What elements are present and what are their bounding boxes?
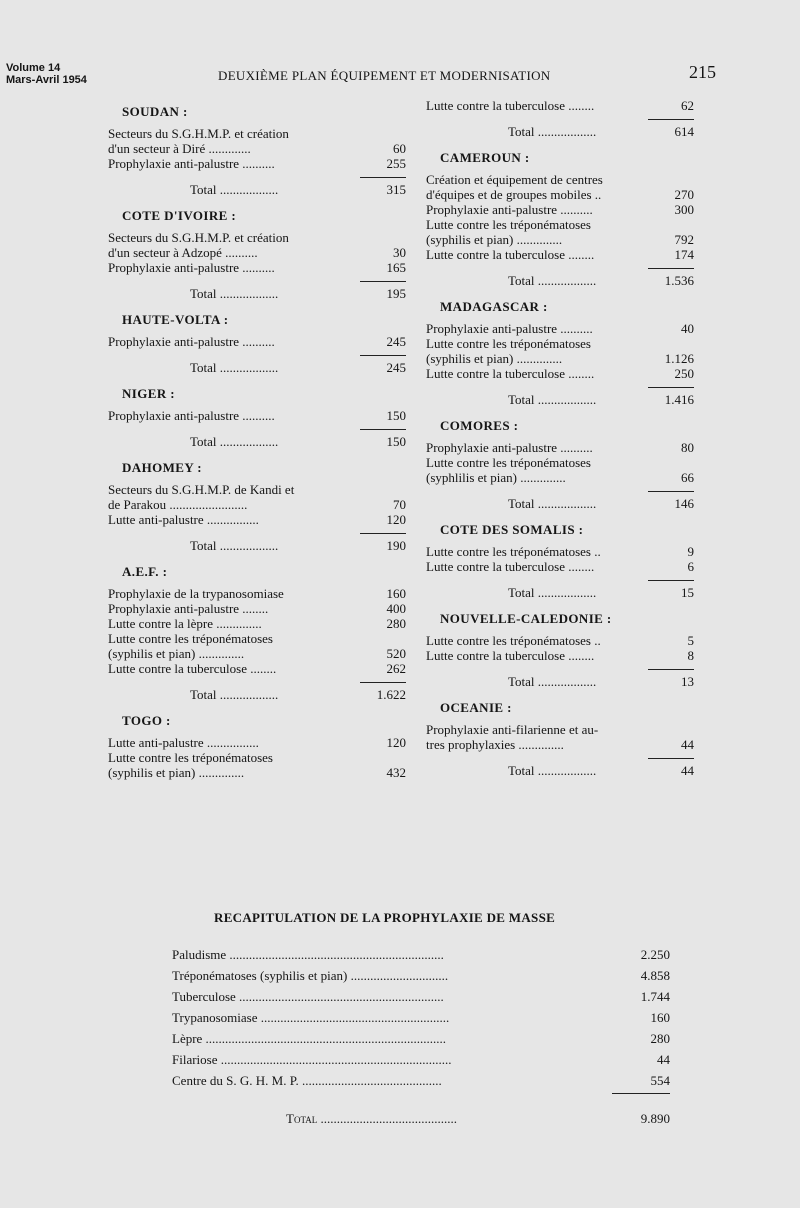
row-label: Prophylaxie anti-palustre .......... — [108, 408, 275, 423]
page-title: DEUXIÈME PLAN ÉQUIPEMENT ET MODERNISATION — [218, 68, 551, 83]
section-heading: MADAGASCAR : — [440, 299, 548, 314]
total-label: Total .................. — [190, 360, 279, 375]
row-label: Prophylaxie de la trypanosomiase — [108, 586, 284, 601]
page-number: 215 — [689, 62, 716, 82]
section-heading: COMORES : — [440, 418, 519, 433]
budget-row — [108, 586, 406, 601]
budget-row — [426, 455, 694, 485]
row-value: 245 — [386, 334, 406, 349]
recap-total-rule — [612, 1093, 670, 1094]
section-heading: TOGO : — [122, 713, 171, 728]
row-label: Lutte anti-palustre ................ — [108, 512, 259, 527]
budget-row — [426, 559, 694, 574]
total-row — [426, 585, 694, 601]
budget-row — [426, 217, 694, 247]
budget-section — [108, 460, 406, 554]
row-value: 280 — [386, 616, 406, 631]
row-label: Prophylaxie anti-palustre .......... — [426, 321, 593, 336]
recap-label: Lèpre .......................................................................... — [172, 1031, 447, 1046]
row-value: 60 — [393, 141, 406, 156]
right-column — [426, 98, 694, 789]
row-label: Lutte contre les tréponématoses .. — [426, 633, 601, 648]
row-label: Prophylaxie anti-palustre .......... — [108, 260, 275, 275]
total-row — [108, 538, 406, 554]
total-row — [108, 360, 406, 376]
row-value: 250 — [674, 366, 694, 381]
row-value: 255 — [386, 156, 406, 171]
row-label: Prophylaxie anti-palustre ........ — [108, 601, 269, 616]
row-label: Prophylaxie anti-palustre .......... — [108, 156, 275, 171]
total-value: 15 — [681, 585, 694, 600]
total-row — [108, 434, 406, 450]
row-value: 270 — [674, 187, 694, 202]
budget-row — [426, 98, 694, 113]
total-label: Total .................. — [508, 273, 597, 288]
total-label: Total .................. — [508, 674, 597, 689]
budget-row — [426, 172, 694, 202]
row-label: Lutte contre la tuberculose ........ — [426, 98, 595, 113]
row-label: Lutte contre les tréponématoses (syphilis et pian) .............. — [426, 217, 591, 247]
budget-row — [108, 512, 406, 527]
total-label: Total .................. — [508, 585, 597, 600]
row-label: Lutte contre les tréponématoses (syphilis et pian) .............. — [426, 336, 591, 366]
row-value: 80 — [681, 440, 694, 455]
total-value: 245 — [386, 360, 406, 375]
recap-row — [172, 1049, 670, 1070]
budget-row — [426, 202, 694, 217]
row-label: Secteurs du S.G.H.M.P. et création d'un secteur à Adzopé .......... — [108, 230, 289, 260]
section-heading: CAMEROUN : — [440, 150, 530, 165]
row-value: 150 — [386, 408, 406, 423]
total-label: Total .................. — [190, 687, 279, 702]
row-value: 432 — [386, 765, 406, 780]
total-label: Total .................. — [508, 496, 597, 511]
budget-section — [108, 564, 406, 703]
total-row — [108, 687, 406, 703]
recap-label: Paludisme .................................................................. — [172, 947, 444, 962]
row-label: Lutte contre la tuberculose ........ — [426, 559, 595, 574]
row-value: 160 — [386, 586, 406, 601]
budget-row — [108, 661, 406, 676]
total-row — [108, 182, 406, 198]
budget-row — [108, 126, 406, 156]
row-value: 70 — [393, 497, 406, 512]
total-label: Total .................. — [508, 124, 597, 139]
issue-label: Mars-Avril 1954 — [6, 74, 87, 86]
budget-row — [108, 230, 406, 260]
total-value: 1.416 — [664, 392, 694, 407]
total-label: Total .................. — [190, 182, 279, 197]
budget-row — [426, 648, 694, 663]
total-rule — [648, 387, 694, 388]
budget-section — [108, 713, 406, 780]
budget-row — [426, 722, 694, 752]
total-value: 150 — [386, 434, 406, 449]
total-label: Total .................. — [190, 286, 279, 301]
budget-row — [108, 260, 406, 275]
budget-section — [108, 208, 406, 302]
row-label: Lutte anti-palustre ................ — [108, 735, 259, 750]
total-value: 146 — [674, 496, 694, 511]
row-value: 120 — [386, 735, 406, 750]
budget-section — [108, 386, 406, 450]
total-rule — [360, 429, 406, 430]
row-value: 5 — [687, 633, 694, 648]
row-value: 40 — [681, 321, 694, 336]
budget-row — [108, 334, 406, 349]
row-label: Prophylaxie anti-palustre .......... — [426, 440, 593, 455]
total-row — [426, 674, 694, 690]
budget-section — [426, 150, 694, 289]
budget-section — [108, 104, 406, 198]
total-value: 315 — [386, 182, 406, 197]
recap-row — [172, 1028, 670, 1049]
row-value: 400 — [386, 601, 406, 616]
total-rule — [360, 355, 406, 356]
budget-section — [426, 700, 694, 779]
section-heading: HAUTE-VOLTA : — [122, 312, 229, 327]
recap-value: 44 — [657, 1052, 670, 1067]
row-label: Lutte contre la tuberculose ........ — [108, 661, 277, 676]
budget-row — [108, 750, 406, 780]
recap-value: 280 — [650, 1031, 670, 1046]
recap-value: 1.744 — [640, 989, 670, 1004]
row-label: Lutte contre les tréponématoses (syphlilis et pian) .............. — [426, 455, 591, 485]
budget-row — [108, 482, 406, 512]
row-value: 520 — [386, 646, 406, 661]
row-value: 44 — [681, 737, 694, 752]
total-rule — [360, 177, 406, 178]
total-value: 190 — [386, 538, 406, 553]
total-rule — [648, 580, 694, 581]
row-label: Secteurs du S.G.H.M.P. et création d'un secteur à Diré ............. — [108, 126, 289, 156]
budget-row — [426, 247, 694, 262]
recap-total-label: Total .......................................... — [286, 1111, 457, 1126]
row-value: 792 — [674, 232, 694, 247]
section-heading: NOUVELLE-CALEDONIE : — [440, 611, 612, 626]
recap-label: Filariose ....................................................................... — [172, 1052, 452, 1067]
budget-row — [108, 408, 406, 423]
total-row — [426, 763, 694, 779]
total-row — [108, 286, 406, 302]
total-row — [426, 496, 694, 512]
budget-section — [426, 418, 694, 512]
row-label: Lutte contre la lèpre .............. — [108, 616, 262, 631]
recap-title: RECAPITULATION DE LA PROPHYLAXIE DE MASSE — [214, 910, 556, 925]
total-rule — [648, 119, 694, 120]
total-rule — [648, 268, 694, 269]
total-row — [426, 124, 694, 140]
section-heading: OCEANIE : — [440, 700, 512, 715]
row-value: 120 — [386, 512, 406, 527]
total-row — [426, 273, 694, 289]
section-heading: DAHOMEY : — [122, 460, 203, 475]
recap-value: 160 — [650, 1010, 670, 1025]
section-heading: COTE DES SOMALIS : — [440, 522, 584, 537]
row-value: 8 — [687, 648, 694, 663]
row-value: 9 — [687, 544, 694, 559]
row-value: 62 — [681, 98, 694, 113]
total-rule — [360, 281, 406, 282]
total-label: Total .................. — [508, 392, 597, 407]
total-rule — [648, 758, 694, 759]
row-value: 30 — [393, 245, 406, 260]
total-rule — [648, 491, 694, 492]
row-value: 6 — [687, 559, 694, 574]
recap-row — [172, 965, 670, 986]
recap-value: 2.250 — [640, 947, 670, 962]
row-value: 174 — [674, 247, 694, 262]
budget-row — [426, 336, 694, 366]
row-value: 300 — [674, 202, 694, 217]
total-value: 614 — [674, 124, 694, 139]
total-rule — [648, 669, 694, 670]
row-value: 1.126 — [664, 351, 694, 366]
budget-row — [426, 321, 694, 336]
row-label: Lutte contre les tréponématoses (syphilis et pian) .............. — [108, 750, 273, 780]
total-value: 195 — [386, 286, 406, 301]
total-label: Total .................. — [190, 434, 279, 449]
budget-row — [108, 735, 406, 750]
section-heading: COTE D'IVOIRE : — [122, 208, 237, 223]
row-value: 66 — [681, 470, 694, 485]
budget-row — [108, 631, 406, 661]
recap-label: Centre du S. G. H. M. P. ........................................... — [172, 1073, 442, 1088]
left-column — [108, 98, 406, 790]
row-label: Prophylaxie anti-filarienne et au- tres prophylaxies .............. — [426, 722, 599, 752]
recap-total-value: 9.890 — [640, 1111, 670, 1126]
section-heading: SOUDAN : — [122, 104, 188, 119]
budget-section — [426, 98, 694, 140]
row-label: Prophylaxie anti-palustre .......... — [426, 202, 593, 217]
row-label: Création et équipement de centres d'équipes et de groupes mobiles .. — [426, 172, 603, 202]
total-value: 1.536 — [664, 273, 694, 288]
section-heading: NIGER : — [122, 386, 175, 401]
recap-label: Trypanosomiase .......................................................... — [172, 1010, 450, 1025]
recap-row — [172, 1070, 670, 1091]
total-value: 1.622 — [376, 687, 406, 702]
budget-row — [108, 601, 406, 616]
row-label: Secteurs du S.G.H.M.P. de Kandi et de Parakou ........................ — [108, 482, 295, 512]
recap-row — [172, 986, 670, 1007]
recap-label: Tréponématoses (syphilis et pian) .............................. — [172, 968, 449, 983]
section-heading: A.E.F. : — [122, 564, 168, 579]
budget-row — [108, 616, 406, 631]
total-label: Total .................. — [190, 538, 279, 553]
volume-label: Volume 14 — [6, 62, 61, 74]
recap-row — [172, 944, 670, 965]
recap-table — [172, 944, 670, 1129]
total-value: 44 — [681, 763, 694, 778]
recap-value: 4.858 — [640, 968, 670, 983]
recap-row — [172, 1007, 670, 1028]
recap-total-row — [172, 1108, 670, 1129]
budget-row — [426, 544, 694, 559]
row-label: Lutte contre les tréponématoses .. — [426, 544, 601, 559]
row-value: 262 — [386, 661, 406, 676]
recap-label: Tuberculose ............................................................... — [172, 989, 444, 1004]
budget-section — [426, 299, 694, 408]
budget-row — [108, 156, 406, 171]
total-label: Total .................. — [508, 763, 597, 778]
budget-section — [426, 611, 694, 690]
total-value: 13 — [681, 674, 694, 689]
budget-section — [426, 522, 694, 601]
total-rule — [360, 682, 406, 683]
row-value: 165 — [386, 260, 406, 275]
row-label: Lutte contre la tuberculose ........ — [426, 247, 595, 262]
recap-value: 554 — [650, 1073, 670, 1088]
budget-row — [426, 633, 694, 648]
budget-row — [426, 366, 694, 381]
row-label: Lutte contre la tuberculose ........ — [426, 366, 595, 381]
volume-issue — [6, 62, 87, 86]
budget-section — [108, 312, 406, 376]
total-row — [426, 392, 694, 408]
total-rule — [360, 533, 406, 534]
row-label: Prophylaxie anti-palustre .......... — [108, 334, 275, 349]
row-label: Lutte contre les tréponématoses (syphilis et pian) .............. — [108, 631, 273, 661]
budget-row — [426, 440, 694, 455]
row-label: Lutte contre la tuberculose ........ — [426, 648, 595, 663]
